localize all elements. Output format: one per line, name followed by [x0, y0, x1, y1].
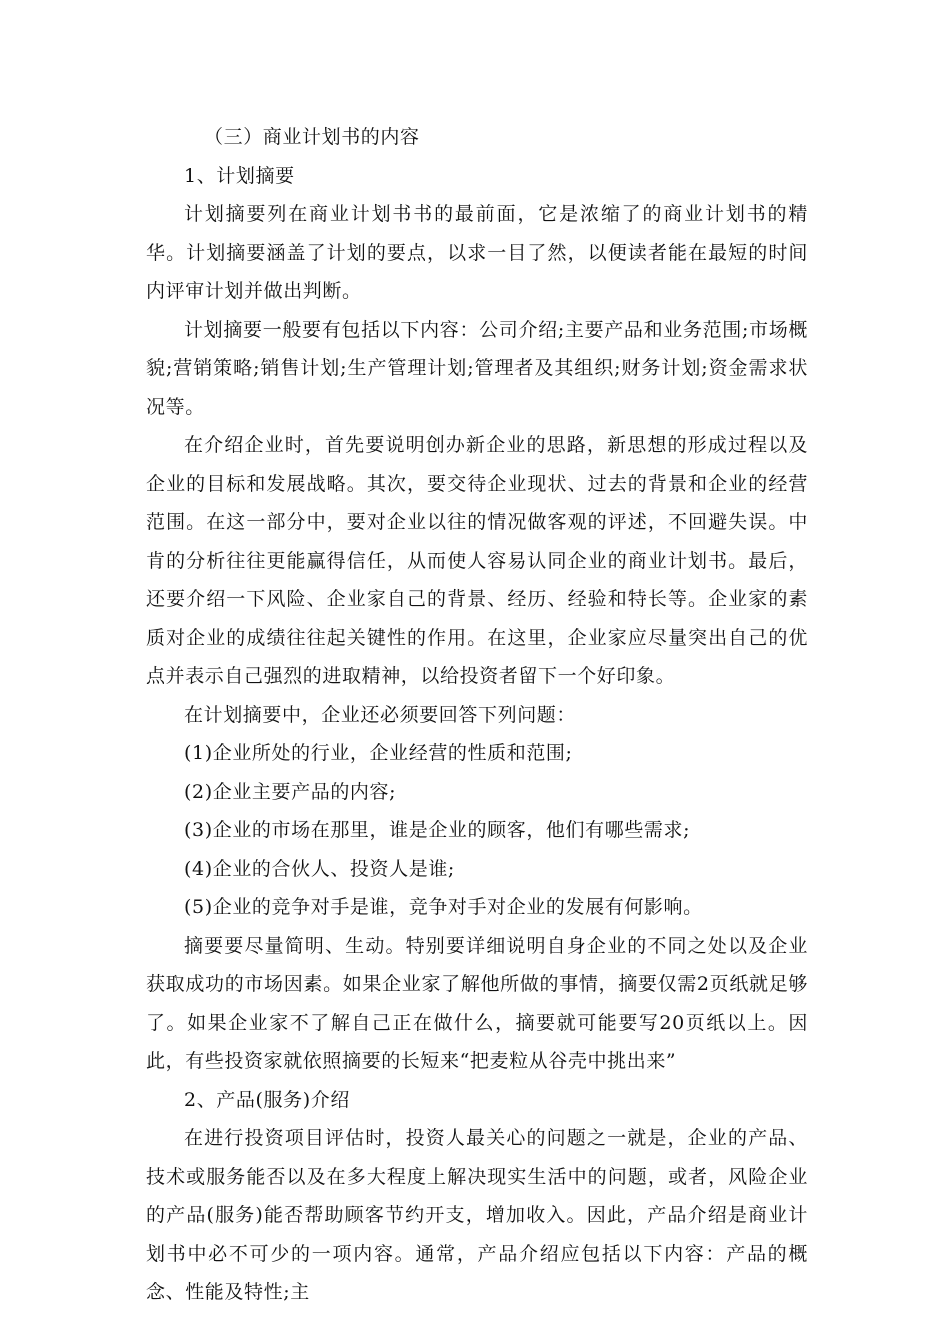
section-title: （三）商业计划书的内容 [204, 126, 420, 148]
paragraph-company-introduction: 在介绍企业时，首先要说明创办新企业的思路，新思想的形成过程以及企业的目标和发展战略。其次，要交待企业现状、过去的背景和企业的经营范围。在这一部分中，要对企业以往的情况做客观的评述，不回避失误。中肯的分析往往更能赢得信任，从而使人容易认同企业的商业计划书。最后，还要介绍一下风险、企业家自己的背景、经历、经验和特长等。企业家的素质对企业的成绩往往起关键性的作用。在这里，企业家应尽量突出自己的优点并表示自己强烈的进取精神，以给投资者留下一个好印象。 [146, 434, 808, 687]
list-item-question-2: (2)企业主要产品的内容; [184, 780, 397, 803]
list-item-question-4: (4)企业的合伙人、投资人是谁; [184, 857, 455, 880]
list-item-question-5: (5)企业的竞争对手是谁，竞争对手对企业的发展有何影响。 [184, 896, 703, 918]
paragraph-summary-length: 摘要要尽量简明、生动。特别要详细说明自身企业的不同之处以及企业获取成功的市场因素。如果企业家了解他所做的事情，摘要仅需2页纸就足够了。如果企业家不了解自己正在做什么，摘要就可能要写20页纸以上。因此，有些投资家就依照摘要的长短来“把麦粒从谷壳中挑出来” [146, 934, 808, 1072]
heading-plan-summary: 1、计划摘要 [184, 164, 295, 187]
document-body [146, 118, 808, 1312]
paragraph-summary-definition: 计划摘要列在商业计划书书的最前面，它是浓缩了的商业计划书的精华。计划摘要涵盖了计划的要点，以求一目了然，以便读者能在最短的时间内评审计划并做出判断。 [146, 203, 808, 302]
paragraph-summary-contents: 计划摘要一般要有包括以下内容：公司介绍;主要产品和业务范围;市场概貌;营销策略;销售计划;生产管理计划;管理者及其组织;财务计划;资金需求状况等。 [146, 318, 808, 418]
list-item-question-3: (3)企业的市场在那里，谁是企业的顾客，他们有哪些需求; [184, 819, 691, 841]
paragraph-product-introduction: 在进行投资项目评估时，投资人最关心的问题之一就是，企业的产品、技术或服务能否以及在多大程度上解决现实生活中的问题，或者，风险企业的产品(服务)能否帮助顾客节约开支，增加收入。因此，产品介绍是商业计划书中必不可少的一项内容。通常，产品介绍应包括以下内容：产品的概念、性能及特性;主 [146, 1127, 808, 1303]
heading-product-introduction: 2、产品(服务)介绍 [184, 1088, 350, 1111]
paragraph-questions-intro: 在计划摘要中，企业还必须要回答下列问题： [184, 703, 577, 726]
list-item-question-1: (1)企业所处的行业，企业经营的性质和范围; [184, 742, 573, 764]
